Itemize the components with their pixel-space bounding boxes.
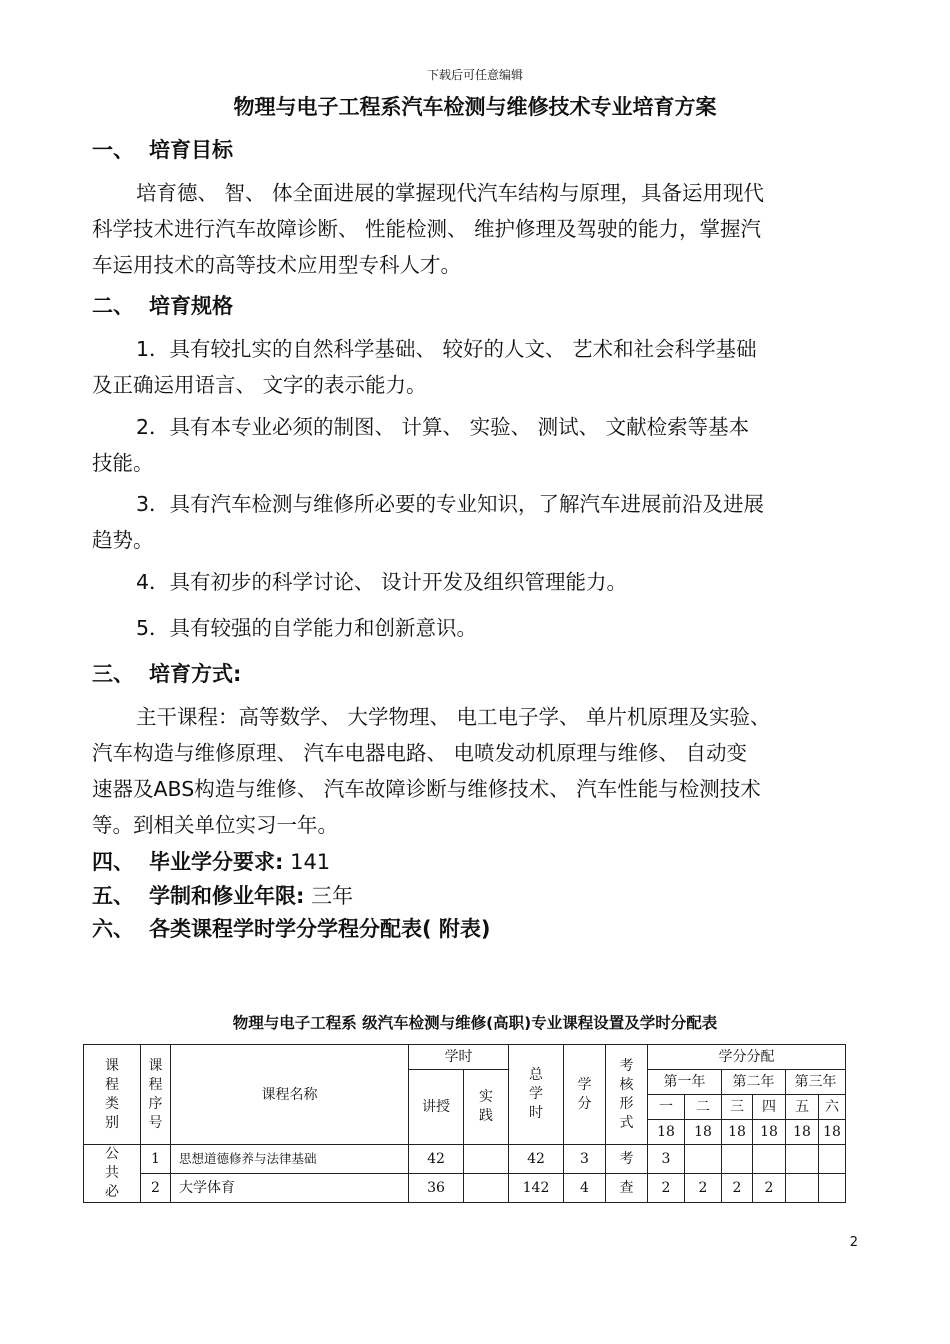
total-cell: 142 [509, 1174, 564, 1203]
course-table [83, 1044, 846, 1203]
name-header: 课程名称 [171, 1045, 409, 1145]
term-cell [753, 1145, 786, 1174]
section-title: 各类课程学时学分学程分配表( 附表) [149, 917, 491, 941]
total-header: 总学时 [509, 1045, 564, 1145]
week-count: 18 [722, 1120, 753, 1145]
text-line: 车运用技术的高等技术应用型专科人才。 [92, 253, 461, 277]
week-count: 18 [819, 1120, 846, 1145]
credit-cell: 4 [564, 1174, 606, 1203]
exam-cell: 考 [606, 1145, 648, 1174]
term-cell [786, 1174, 819, 1203]
text-line: 速器及ABS构造与维修、 汽车故障诊断与维修技术、 汽车性能与检测技术 [92, 777, 761, 801]
text-line: 及正确运用语言、 文字的表示能力。 [92, 373, 427, 397]
section-number: 二、 [92, 294, 134, 318]
section-number: 一、 [92, 138, 134, 162]
section-number: 四、 [92, 850, 134, 874]
spec-item-5 [92, 610, 862, 646]
term-header: 二 [685, 1095, 722, 1120]
term-cell: 2 [722, 1174, 753, 1203]
name-cell: 大学体育 [171, 1174, 409, 1203]
term-header: 六 [819, 1095, 846, 1120]
term-header: 三 [722, 1095, 753, 1120]
text-line: 趋势。 [92, 528, 154, 552]
year-header: 第二年 [722, 1070, 786, 1095]
spec-item-3 [92, 486, 862, 558]
lecture-cell: 42 [409, 1145, 464, 1174]
section-title: 毕业学分要求: [149, 850, 284, 874]
text-line: 3．具有汽车检测与维修所必要的专业知识，了解汽车进展前沿及进展 [136, 492, 765, 516]
practice-cell [464, 1174, 509, 1203]
section-title: 学制和修业年限: [149, 884, 305, 908]
goal-paragraph [92, 175, 862, 283]
section-value: 141 [283, 850, 331, 874]
lecture-cell: 36 [409, 1174, 464, 1203]
seq-cell: 1 [141, 1145, 171, 1174]
section-heading-6 [92, 913, 491, 943]
text-line: 等。到相关单位实习一年。 [92, 813, 338, 837]
term-cell: 3 [648, 1145, 685, 1174]
term-cell: 2 [648, 1174, 685, 1203]
table-row [84, 1174, 846, 1203]
header-row-1 [84, 1045, 846, 1070]
text-line: 4．具有初步的科学讨论、 设计开发及组织管理能力。 [136, 570, 628, 594]
spec-item-4 [92, 564, 862, 600]
week-count: 18 [648, 1120, 685, 1145]
practice-cell [464, 1145, 509, 1174]
section-title: 培育目标 [149, 138, 233, 162]
practice-header: 实践 [464, 1070, 509, 1145]
section-heading-2 [92, 290, 233, 320]
text-line: 技能。 [92, 451, 154, 475]
text-line: 汽车构造与维修原理、 汽车电器电路、 电喷发动机原理与维修、 自动变 [92, 741, 748, 765]
text-line: 主干课程：高等数学、 大学物理、 电工电子学、 单片机原理及实验、 [136, 705, 771, 729]
section-number: 三、 [92, 662, 134, 686]
exam-cell: 查 [606, 1174, 648, 1203]
term-cell [819, 1174, 846, 1203]
section-heading-1 [92, 134, 233, 164]
credit-cell: 3 [564, 1145, 606, 1174]
term-cell [819, 1145, 846, 1174]
year-header: 第三年 [786, 1070, 846, 1095]
section-number: 六、 [92, 917, 134, 941]
exam-header: 考核形式 [606, 1045, 648, 1145]
section-number: 五、 [92, 884, 134, 908]
text-line: 科学技术进行汽车故障诊断、 性能检测、 维护修理及驾驶的能力，掌握汽 [92, 217, 762, 241]
section-heading-5 [92, 880, 353, 910]
table-title: 物理与电子工程系 级汽车检测与维修(高职)专业课程设置及学时分配表 [232, 1014, 718, 1032]
term-cell: 2 [685, 1174, 722, 1203]
term-cell: 2 [753, 1174, 786, 1203]
term-cell [722, 1145, 753, 1174]
dist-header: 学分分配 [648, 1045, 846, 1070]
section-heading-3 [92, 658, 241, 688]
seq-cell: 2 [141, 1174, 171, 1203]
method-paragraph [92, 699, 862, 843]
section-title: 培育方式: [149, 662, 242, 686]
category-header: 课程类别 [84, 1045, 141, 1145]
hours-header: 学时 [409, 1045, 509, 1070]
category-cell: 公共必 [84, 1145, 141, 1203]
section-heading-4 [92, 846, 330, 876]
week-count: 18 [685, 1120, 722, 1145]
table-row [84, 1145, 846, 1174]
seq-header: 课程序号 [141, 1045, 171, 1145]
term-cell [685, 1145, 722, 1174]
header-note: 下载后可任意编辑 [426, 68, 523, 82]
page-number: 2 [849, 1235, 858, 1250]
term-header: 五 [786, 1095, 819, 1120]
section-title: 培育规格 [149, 294, 233, 318]
week-count: 18 [786, 1120, 819, 1145]
lecture-header: 讲授 [409, 1070, 464, 1145]
text-line: 2．具有本专业必须的制图、 计算、 实验、 测试、 文献检索等基本 [136, 415, 750, 439]
name-cell: 思想道德修养与法律基础 [171, 1145, 409, 1174]
document-title: 物理与电子工程系汽车检测与维修技术专业培育方案 [233, 95, 717, 119]
text-line: 5．具有较强的自学能力和创新意识。 [136, 616, 478, 640]
spec-item-1 [92, 331, 862, 403]
term-cell [786, 1145, 819, 1174]
text-line: 培育德、 智、 体全面进展的掌握现代汽车结构与原理，具备运用现代 [136, 181, 765, 205]
section-value: 三年 [304, 884, 354, 908]
total-cell: 42 [509, 1145, 564, 1174]
week-count: 18 [753, 1120, 786, 1145]
text-line: 1．具有较扎实的自然科学基础、 较好的人文、 艺术和社会科学基础 [136, 337, 757, 361]
year-header: 第一年 [648, 1070, 722, 1095]
term-header: 四 [753, 1095, 786, 1120]
term-header: 一 [648, 1095, 685, 1120]
spec-item-2 [92, 409, 862, 481]
credit-header: 学分 [564, 1045, 606, 1145]
